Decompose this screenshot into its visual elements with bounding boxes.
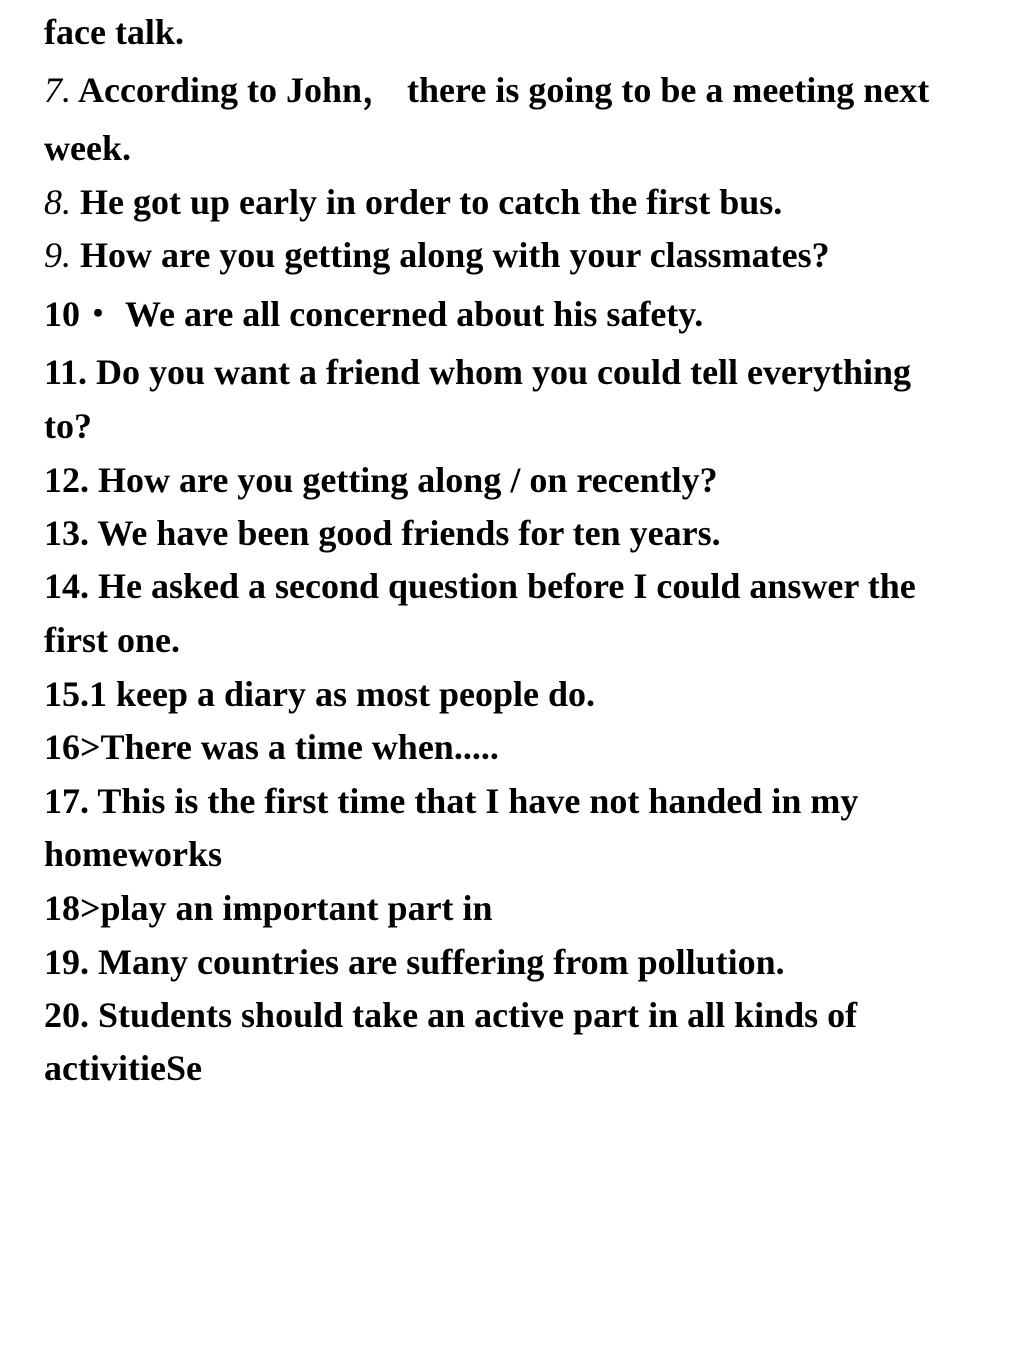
line-text: 10・ We are all concerned about his safety.	[44, 294, 704, 334]
item-number: 9.	[44, 235, 71, 275]
line-text: homeworks	[44, 834, 222, 874]
text-line	[44, 350, 911, 394]
text-line	[44, 511, 721, 555]
text-line	[44, 779, 858, 823]
line-text: According to John， there is going to be a meeting next	[71, 70, 930, 110]
text-line	[44, 1046, 202, 1090]
text-line	[44, 725, 499, 769]
text-line	[44, 832, 222, 876]
line-text: 11. Do you want a friend whom you could tell everything	[44, 352, 912, 392]
text-line	[44, 126, 131, 170]
line-text: activitieSe	[44, 1048, 202, 1088]
text-line	[44, 404, 92, 448]
text-line	[44, 618, 180, 662]
text-line	[44, 672, 595, 716]
text-line	[44, 180, 782, 224]
line-text: 20. Students should take an active part in all kinds of	[44, 995, 858, 1035]
line-text: 13. We have been good friends for ten years.	[44, 513, 721, 553]
text-line	[44, 993, 857, 1037]
line-text: How are you getting along with your classmates?	[71, 235, 830, 275]
line-text: 17. This is the first time that I have not handed in my	[44, 781, 859, 821]
item-number: 8.	[44, 182, 71, 222]
text-line	[44, 233, 830, 277]
text-line	[44, 564, 916, 608]
text-line	[44, 68, 929, 112]
text-line	[44, 458, 718, 502]
text-line	[44, 10, 184, 54]
line-text: first one.	[44, 620, 180, 660]
line-text: week.	[44, 128, 131, 168]
line-text: to?	[44, 406, 92, 446]
text-line	[44, 940, 785, 984]
line-text: face talk.	[44, 12, 184, 52]
line-text: 16>There was a time when.....	[44, 727, 499, 767]
text-line	[44, 292, 703, 336]
line-text: 19. Many countries are suffering from pollution.	[44, 942, 785, 982]
line-text: 12. How are you getting along / on recently?	[44, 460, 718, 500]
line-text: 18>play an important part in	[44, 888, 493, 928]
line-text: He got up early in order to catch the first bus.	[71, 182, 783, 222]
item-number: 7.	[44, 70, 71, 110]
line-text: 14. He asked a second question before I could answer the	[44, 566, 916, 606]
text-line	[44, 886, 493, 930]
line-text: 15.1 keep a diary as most people do.	[44, 674, 596, 714]
